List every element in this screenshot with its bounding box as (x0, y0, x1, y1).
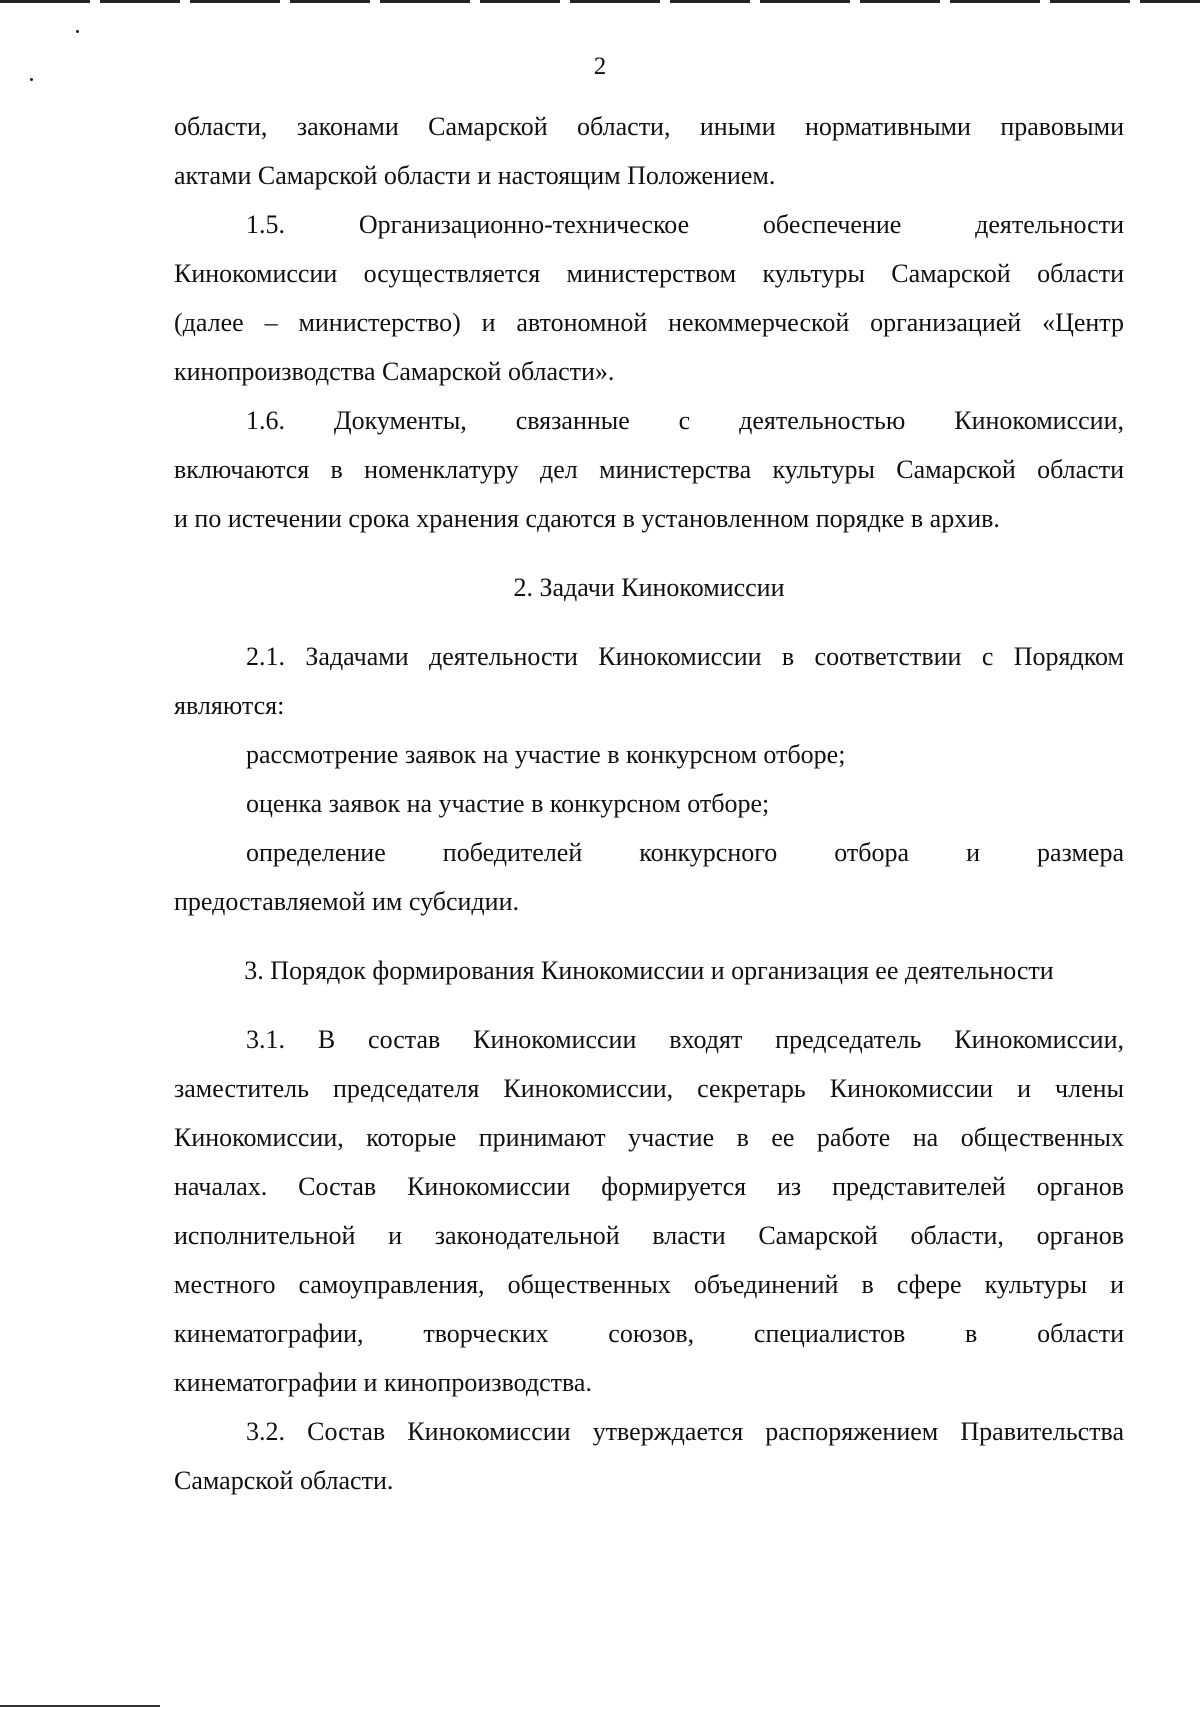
text-line: кинематографии и кинопроизводства. (174, 1368, 592, 1397)
text-line: являются: (174, 691, 285, 720)
text-line: области, законами Самарской области, иными нормативными правовыми (174, 112, 1124, 141)
task-item-3 (174, 828, 1124, 926)
text-line: 2.1. Задачами деятельности Кинокомиссии в соответствии с Порядком (246, 642, 1124, 671)
text-line: включаются в номенклатуру дел министерства культуры Самарской области (174, 455, 1124, 484)
text-line: (далее – министерство) и автономной некоммерческой организацией «Центр (174, 308, 1124, 337)
list-item: оценка заявок на участие в конкурсном отборе; (246, 789, 770, 818)
paragraph-1-4-continuation (174, 102, 1124, 200)
paragraph-1-6 (174, 396, 1124, 543)
text-line: 1.5. Организационно-техническое обеспечение деятельности (246, 210, 1124, 239)
text-line: и по истечении срока хранения сдаются в установленном порядке в архив. (174, 504, 1000, 533)
task-list (174, 730, 1124, 828)
text-line: определение победителей конкурсного отбора и размера (246, 838, 1124, 867)
paragraph-3-1 (174, 1015, 1124, 1407)
section-heading-2: 2. Задачи Кинокомиссии (513, 573, 785, 602)
text-line: местного самоуправления, общественных объединений в сфере культуры и (174, 1270, 1124, 1299)
text-line: Кинокомиссии осуществляется министерством культуры Самарской области (174, 259, 1124, 288)
scan-edge-top (0, 0, 1200, 3)
text-line: исполнительной и законодательной власти Самарской области, органов (174, 1221, 1124, 1250)
list-item: рассмотрение заявок на участие в конкурсном отборе; (246, 740, 846, 769)
scan-speck (76, 30, 79, 33)
text-line: 3.1. В состав Кинокомиссии входят председатель Кинокомиссии, (246, 1025, 1124, 1054)
text-line: актами Самарской области и настоящим Положением. (174, 161, 776, 190)
spacer (174, 543, 1124, 563)
text-line: Кинокомиссии, которые принимают участие в ее работе на общественных (174, 1123, 1124, 1152)
spacer (174, 612, 1124, 632)
scan-edge-bottom (0, 1705, 160, 1707)
section-heading-3: 3. Порядок формирования Кинокомиссии и организация ее деятельности (244, 956, 1054, 985)
page-number: 2 (593, 53, 607, 80)
spacer (174, 926, 1124, 946)
text-line: 3.2. Состав Кинокомиссии утверждается распоряжением Правительства (246, 1417, 1124, 1446)
document-body (174, 102, 1124, 1505)
text-line: 1.6. Документы, связанные с деятельностью Кинокомиссии, (246, 406, 1124, 435)
text-line: предоставляемой им субсидии. (174, 887, 519, 916)
paragraph-2-1 (174, 632, 1124, 730)
text-line: Самарской области. (174, 1466, 394, 1495)
paragraph-3-2 (174, 1407, 1124, 1505)
text-line: заместитель председателя Кинокомиссии, секретарь Кинокомиссии и члены (174, 1074, 1124, 1103)
text-line: началах. Состав Кинокомиссии формируется из представителей органов (174, 1172, 1124, 1201)
text-line: кинопроизводства Самарской области». (174, 357, 615, 386)
text-line: кинематографии, творческих союзов, специалистов в области (174, 1319, 1124, 1348)
paragraph-1-5 (174, 200, 1124, 396)
spacer (174, 995, 1124, 1015)
